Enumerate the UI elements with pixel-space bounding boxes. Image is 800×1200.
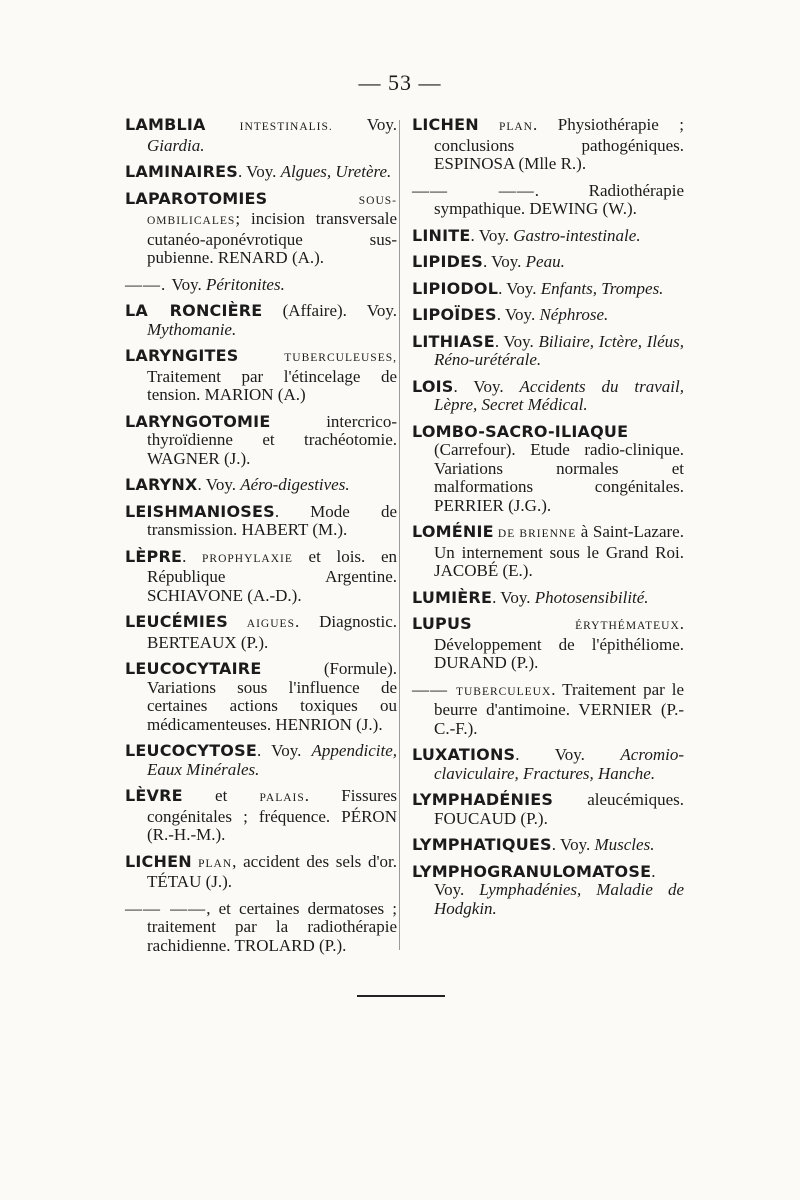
index-entry [412, 333, 684, 370]
entry-qualifier: INTESTINALIS. [205, 121, 367, 133]
index-entry [125, 302, 397, 339]
entry-text: , et certaines dermatoses ; traitement par la radiothérapie rachidienne. TROLARD (P.). [147, 898, 398, 955]
entry-text: . Développement de l'épithéliome. DURAND (P.). [434, 614, 684, 672]
entry-headword: LAMBLIA [125, 115, 206, 134]
entry-repeat-dash: —— [412, 679, 456, 699]
index-entry [412, 791, 684, 828]
index-entry [412, 746, 684, 783]
entry-qualifier: TUBERCULEUSES, [238, 352, 397, 364]
entry-reference: Acromio-claviculaire, Fractures, Hanche. [434, 745, 684, 783]
entry-qualifier: TUBERCULEUX [455, 685, 552, 698]
entry-reference: Peau. [525, 252, 565, 271]
column-divider [399, 120, 400, 950]
entry-reference: Biliaire, Ictère, Iléus, Réno-urétérale. [434, 331, 684, 369]
index-entry [125, 660, 397, 734]
index-entry [125, 853, 397, 892]
entry-headword: LAPAROTOMIES [125, 188, 268, 208]
entry-headword: LEUCOCYTOSE [125, 741, 257, 760]
entry-text: intercrico-thyroïdienne et trachéotomie. WAGNER (J.). [147, 411, 397, 468]
entry-qualifier: ÉRYTHÉMATEUX [471, 620, 680, 632]
entry-text: et [182, 786, 260, 805]
entry-reference: Algues, Uretère. [280, 162, 392, 181]
index-entry [125, 613, 397, 652]
entry-headword: LARYNGOTOMIE [125, 411, 271, 431]
entry-reference: Accidents du travail, Lèpre, Secret Médical. [434, 376, 684, 414]
index-entry [412, 523, 684, 581]
entry-reference: Giardia. [147, 135, 205, 155]
entry-headword: LYMPHATIQUES [412, 835, 552, 854]
index-entry [125, 276, 397, 295]
entry-text: . Mode de transmission. HABERT (M.). [147, 501, 397, 539]
index-entry [125, 742, 397, 779]
entry-qualifier: DE BRIENNE [493, 528, 577, 540]
index-entry [412, 182, 684, 219]
entry-headword: LUXATIONS [412, 745, 516, 764]
entry-headword: LÈVRE [125, 786, 183, 805]
entry-reference: Muscles. [594, 835, 655, 854]
index-entry [412, 423, 684, 516]
entry-text: . Voy. [515, 745, 621, 764]
entry-text: . Voy. [470, 225, 514, 245]
entry-text: Voy. [171, 274, 206, 294]
entry-text: . Voy. [256, 741, 312, 760]
entry-reference: Lymphadénies, Maladie de Hodgkin. [434, 880, 685, 918]
index-entry [412, 378, 684, 415]
entry-text: aleucémiques. FOUCAUD (P.). [434, 790, 684, 828]
entry-text: . Fissures congénitales ; fréquence. PÉRON (R.-H.-M.). [147, 786, 397, 844]
index-entry [412, 836, 684, 855]
entry-headword: LITHIASE [412, 331, 495, 351]
entry-text: Traitement par l'étincelage de tension. MARION (A.) [147, 366, 397, 404]
entry-qualifier: PLAN [191, 857, 233, 870]
index-entry [412, 681, 684, 739]
index-entry [125, 413, 397, 469]
entry-headword: LYMPHOGRANULOMATOSE [412, 861, 652, 881]
entry-reference: Gastro-intestinale. [513, 225, 641, 245]
entry-text: et lois. en République Argentine. SCHIAVONE (A.-D.). [147, 546, 397, 605]
entry-headword: LICHEN [412, 115, 479, 134]
entry-text: . Voy. [237, 162, 281, 181]
entry-qualifier: PALAIS [259, 792, 305, 804]
entry-text: . [182, 546, 203, 566]
left-column [125, 116, 397, 963]
entry-headword: LIPIODOL [412, 278, 499, 298]
index-entry [125, 190, 397, 268]
entry-headword: LIPOÏDES [412, 305, 497, 324]
entry-headword: LEUCÉMIES [125, 612, 228, 631]
entry-qualifier: AIGUES [227, 618, 295, 630]
footer-rule [357, 995, 445, 997]
entry-headword: LUPUS [412, 614, 472, 633]
entry-qualifier: SOUS-OMBILICALES [147, 194, 397, 227]
index-entry [412, 589, 684, 608]
index-entry [125, 900, 397, 956]
entry-reference: Néphrose. [539, 305, 609, 324]
entry-headword: LIPIDES [412, 252, 483, 271]
entry-headword: LA RONCIÈRE [125, 301, 263, 320]
entry-text: (Carrefour). Etude radio-clinique. Variations normales et malformations congénitales. PERRIER (J.G.). [434, 440, 684, 515]
entry-qualifier: PLAN [478, 121, 533, 133]
entry-text: . Traitement par le beurre d'antimoine. VERNIER (P.-C.-F.). [434, 679, 684, 738]
entry-text: . Voy. [496, 305, 540, 324]
entry-reference: Mythomanie. [147, 319, 237, 339]
index-entry [125, 476, 397, 495]
index-entry [412, 615, 684, 673]
entry-reference: Enfants, Trompes. [540, 278, 664, 298]
index-entry [125, 503, 397, 540]
entry-text: . Voy. [197, 475, 241, 494]
entry-text: Voy. [366, 115, 397, 134]
index-entry [412, 253, 684, 272]
entry-reference: Appendicite, Eaux Minérales. [147, 741, 397, 779]
index-entry [412, 863, 684, 919]
right-column [412, 116, 684, 926]
entry-headword: LARYNGITES [125, 346, 239, 365]
page-number: — 53 — [358, 70, 442, 95]
entry-headword: LARYNX [125, 475, 198, 494]
entry-repeat-dash: ——. [125, 274, 172, 294]
entry-headword: LAMINAIRES [125, 162, 238, 181]
entry-text: . Voy. [434, 861, 656, 899]
entry-repeat-dash: —— —— [412, 180, 535, 200]
entry-text: . Voy. [498, 278, 541, 298]
entry-headword: LYMPHADÉNIES [412, 790, 554, 809]
entry-reference: Péritonites. [205, 274, 285, 294]
entry-text: ; incision transversale cutanéo-aponévrotique sus-pubienne. RENARD (A.). [147, 209, 397, 267]
index-entry [412, 116, 684, 174]
entry-repeat-dash: —— —— [125, 898, 207, 918]
entry-headword: LÈPRE [125, 546, 183, 566]
entry-qualifier: PROPHYLAXIE [202, 552, 293, 565]
entry-headword: LEUCOCYTAIRE [125, 659, 262, 678]
entry-headword: LICHEN [125, 851, 192, 871]
entry-text: . Physiothérapie ; conclusions pathogéniques. ESPINOSA (Mlle R.). [434, 115, 685, 173]
entry-reference: Photosensibilité. [534, 587, 649, 607]
index-entry [125, 116, 397, 155]
entry-text: , accident des sels d'or. TÉTAU (J.). [147, 851, 398, 891]
entry-text: (Formule). Variations sous l'influence de certaines actions toxiques ou médicamenteuses. HENRION (J.). [147, 659, 397, 734]
entry-text: (Affaire). Voy. [262, 301, 397, 320]
entry-headword: LOMÉNIE [412, 522, 494, 541]
entry-text: . Voy. [494, 331, 539, 351]
index-entry [412, 280, 684, 299]
index-entry [125, 163, 397, 182]
entry-text: . Voy. [551, 835, 595, 854]
entry-headword: LUMIÈRE [412, 587, 493, 607]
index-entry [125, 787, 397, 845]
index-entry [412, 227, 684, 246]
entry-text: . Diagnostic. BERTEAUX (P.). [147, 612, 398, 652]
entry-headword: LOIS [412, 376, 454, 396]
index-entry [412, 306, 684, 325]
entry-headword: LEISHMANIOSES [125, 501, 275, 521]
entry-headword: LINITE [412, 225, 471, 245]
entry-headword: LOMBO-SACRO-ILIAQUE [412, 421, 629, 441]
entry-text: . Voy. [492, 587, 535, 607]
entry-text: . Voy. [453, 376, 520, 396]
entry-text: . Radiothérapie sympathique. DEWING (W.). [434, 180, 684, 218]
entry-text: . Voy. [482, 252, 526, 271]
entry-text: à Saint-Lazare. Un internement sous le Grand Roi. JACOBÉ (E.). [434, 522, 684, 580]
entry-reference: Aéro-digestives. [240, 475, 350, 494]
index-entry [125, 347, 397, 405]
index-entry [125, 548, 397, 606]
